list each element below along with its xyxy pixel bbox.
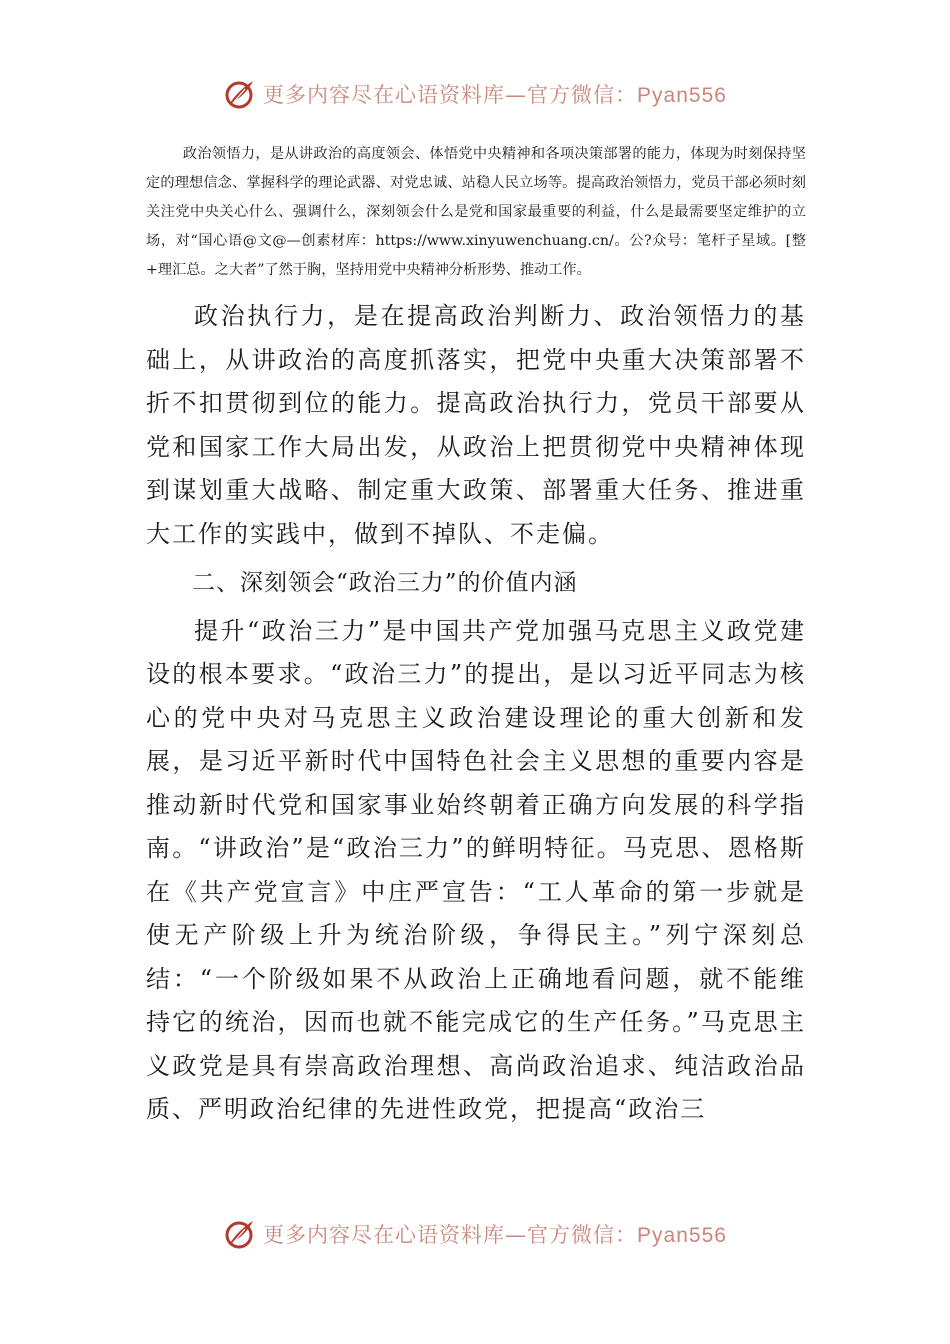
banner-official-label: 官方微信： <box>527 83 638 107</box>
banner-wechat-id: Pyan556 <box>637 1224 727 1247</box>
banner-library-text: 更多内容尽在心语资料库— <box>263 83 528 107</box>
banner-library-text: 更多内容尽在心语资料库— <box>263 1223 528 1247</box>
banner-text <box>263 1219 727 1249</box>
document-body <box>146 140 806 1132</box>
quill-logo-icon <box>223 77 257 111</box>
banner-wechat-id: Pyan556 <box>637 84 727 107</box>
banner-official-label: 官方微信： <box>527 1223 638 1247</box>
footer-banner <box>0 1212 950 1256</box>
header-banner <box>0 72 950 116</box>
paragraph-political-execution: 政治执行力，是在提高政治判断力、政治领悟力的基础上，从讲政治的高度抓落实，把党中央重大决策部署不折不扣贯彻到位的能力。提高政治执行力，党员干部要从党和国家工作大局出发，从政治上把贯彻党中央精神体现到谋划重大战略、制定重大政策、部署重大任务、推进重大工作的实践中，做到不掉队、不走偏。 <box>146 302 806 548</box>
banner-text <box>263 79 727 109</box>
quill-logo-icon <box>223 1217 257 1251</box>
paragraph-political-comprehension: 政治领悟力，是从讲政治的高度领会、体悟党中央精神和各项决策部署的能力，体现为时刻保持坚定的理想信念、掌握科学的理论武器、对党忠诚、站稳人民立场等。提高政治领悟力，党员干部必须时刻关注党中央关心什么、强调什么，深刻领会什么是党和国家最重要的利益，什么是最需要坚定维护的立场，对“国心语@文@—创素材库：https://www.xinyuwenchuang.cn/。公?众号：笔杆子星域。[整+理汇总。之大者”了然于胸，坚持用党中央精神分析形势、推动工作。 <box>146 146 806 278</box>
section-heading: 二、深刻领会“政治三力”的价值内涵 <box>192 570 578 596</box>
paragraph-value-connotation: 提升“政治三力”是中国共产党加强马克思主义政党建设的根本要求。“政治三力”的提出，是以习近平同志为核心的党中央对马克思主义政治建设理论的重大创新和发展，是习近平新时代中国特色社会主义思想的重要内容是推动新时代党和国家事业始终朝着正确方向发展的科学指南。“讲政治”是“政治三力”的鲜明特征。马克思、恩格斯在《共产党宣言》中庄严宣告：“工人革命的第一步就是使无产阶级上升为统治阶级，争得民主。”列宁深刻总结：“一个阶级如果不从政治上正确地看问题，就不能维持它的统治，因而也就不能完成它的生产任务。”马克思主义政党是具有崇高政治理想、高尚政治追求、纯洁政治品质、严明政治纪律的先进性政党，把提高“政治三 <box>146 616 806 1123</box>
